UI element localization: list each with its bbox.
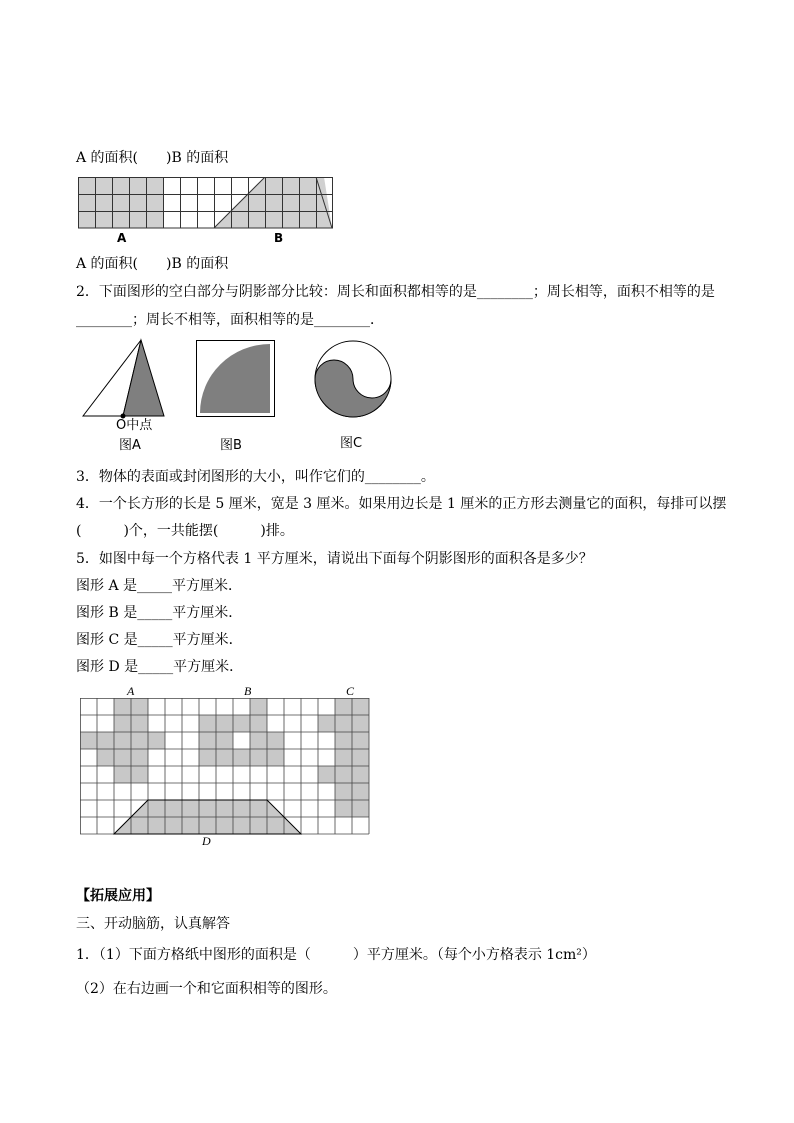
- q5-answer-c: 图形 C 是_____平方厘米．: [76, 632, 243, 648]
- q1-compare-bottom: A 的面积( )B 的面积: [76, 256, 229, 272]
- grid-figure-ab: [78, 177, 334, 232]
- grid-label-c: C: [346, 684, 355, 698]
- q2-line2: ________；周长不相等，面积相等的是________．: [76, 312, 384, 328]
- q5-answer-b: 图形 B 是_____平方厘米．: [76, 605, 243, 621]
- label-a: A: [117, 231, 127, 245]
- section-q1-1: 1．（1）下面方格纸中图形的面积是（ ）平方厘米。（每个小方格表示 1cm²）: [76, 947, 596, 963]
- shape-c: [318, 698, 369, 817]
- q1-compare-top: A 的面积( )B 的面积: [76, 150, 229, 166]
- q5-line: 5．如图中每一个方格代表 1 平方厘米，请说出下面每个阴影图形的面积各是多少？: [76, 551, 593, 567]
- fig-a-caption: 图A: [119, 438, 141, 453]
- section-q1-2: （2）在右边画一个和它面积相等的图形。: [76, 981, 337, 997]
- fig-a-point-label: O中点: [116, 418, 153, 433]
- q3-line: 3．物体的表面或封闭图形的大小，叫作它们的________。: [76, 469, 435, 485]
- shape-a: [80, 698, 165, 783]
- shaded-region-a: [78, 177, 163, 228]
- q5-answer-a: 图形 A 是_____平方厘米．: [76, 578, 243, 594]
- figure-a-triangles: [80, 338, 170, 422]
- section-heading: 【拓展应用】: [76, 888, 160, 904]
- grid-label-b: B: [244, 684, 252, 698]
- q5-answer-d: 图形 D 是_____平方厘米．: [76, 659, 244, 675]
- fig-c-caption: 图C: [340, 436, 363, 451]
- q4-line2: ( )个，一共能摆( )排。: [76, 523, 294, 539]
- q4-line1: 4．一个长方形的长是 5 厘米，宽是 3 厘米。如果用边长是 1 厘米的正方形去测量它的面积，每排可以摆: [76, 496, 727, 512]
- figure-c-yinyang: [313, 339, 393, 419]
- grid-figure-abcd: [80, 698, 374, 836]
- fig-b-caption: 图B: [220, 438, 242, 453]
- section-title: 三、开动脑筋，认真解答: [76, 916, 230, 932]
- figure-b-quarter-circle: [196, 340, 276, 418]
- q2-line1: 2．下面图形的空白部分与阴影部分比较：周长和面积都相等的是________；周长相等，面积不相等的是: [76, 284, 715, 300]
- grid-label-d: D: [202, 834, 211, 848]
- grid-label-a: A: [127, 684, 135, 698]
- label-b: B: [274, 231, 284, 245]
